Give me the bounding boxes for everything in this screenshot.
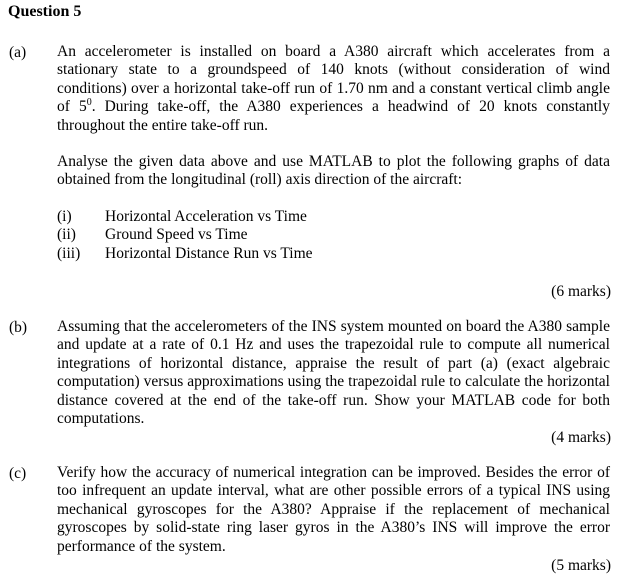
part-a-item-1-text: Horizontal Acceleration vs Time xyxy=(105,208,307,225)
part-a-item-3-text: Horizontal Distance Run vs Time xyxy=(105,245,313,262)
part-a-item-3 xyxy=(57,245,313,264)
part-a-item-1 xyxy=(57,208,307,227)
part-b-text: Assuming that the accelerometers of the INS system mounted on board the A380 sample and update at a rate of 0.1 Hz and uses the trapezoidal rule to compute all numerical integrations of horizontal distance, appraise the result of part (a) (exact algebraic computation) versus approximations using the trapezoidal rule to calculate the horizontal distance covered at the end of the take-off run. Show your MATLAB code for both computations. xyxy=(57,318,610,428)
part-a-item-1-num: (i) xyxy=(57,208,72,225)
part-a-intro-pre: An accelerometer is installed on board a A380 aircraft which accelerates from a stationary state to a groundspeed of 140 knots (without consideration of wind conditions) over a horizontal take-off run of 1.70 nm and a constant vertical climb angle of 5 xyxy=(57,43,610,116)
part-c-text: Verify how the accuracy of numerical integration can be improved. Besides the error of too infrequent an update interval, what are other possible errors of a typical INS using mechanical gyroscopes for the A380? Appraise if the replacement of mechanical gyroscopes by solid-state ring laser gyros in the A380’s INS will improve the error performance of the system. xyxy=(57,464,610,555)
part-a-item-2-text: Ground Speed vs Time xyxy=(105,226,248,243)
part-b-marks: (4 marks) xyxy=(551,429,611,446)
part-a-label: (a) xyxy=(9,44,27,61)
question-title: Question 5 xyxy=(8,3,82,20)
part-a-intro-sup: 0 xyxy=(86,97,92,109)
part-a-item-2-num: (ii) xyxy=(57,226,76,243)
part-c-label: (c) xyxy=(9,465,27,482)
part-a-item-3-num: (iii) xyxy=(57,245,81,262)
part-c-marks: (5 marks) xyxy=(551,557,611,574)
part-a-intro xyxy=(57,43,610,135)
part-a-item-2 xyxy=(57,226,248,245)
part-a-instruction: Analyse the given data above and use MATLAB to plot the following graphs of data obtained from the longitudinal (roll) axis direction of the aircraft: xyxy=(57,153,610,189)
part-a-intro-post: . During take-off, the A380 experiences a headwind of 20 knots constantly throughout the entire take-off run. xyxy=(57,98,610,134)
part-a-marks: (6 marks) xyxy=(551,283,611,300)
part-b-label: (b) xyxy=(9,319,28,336)
